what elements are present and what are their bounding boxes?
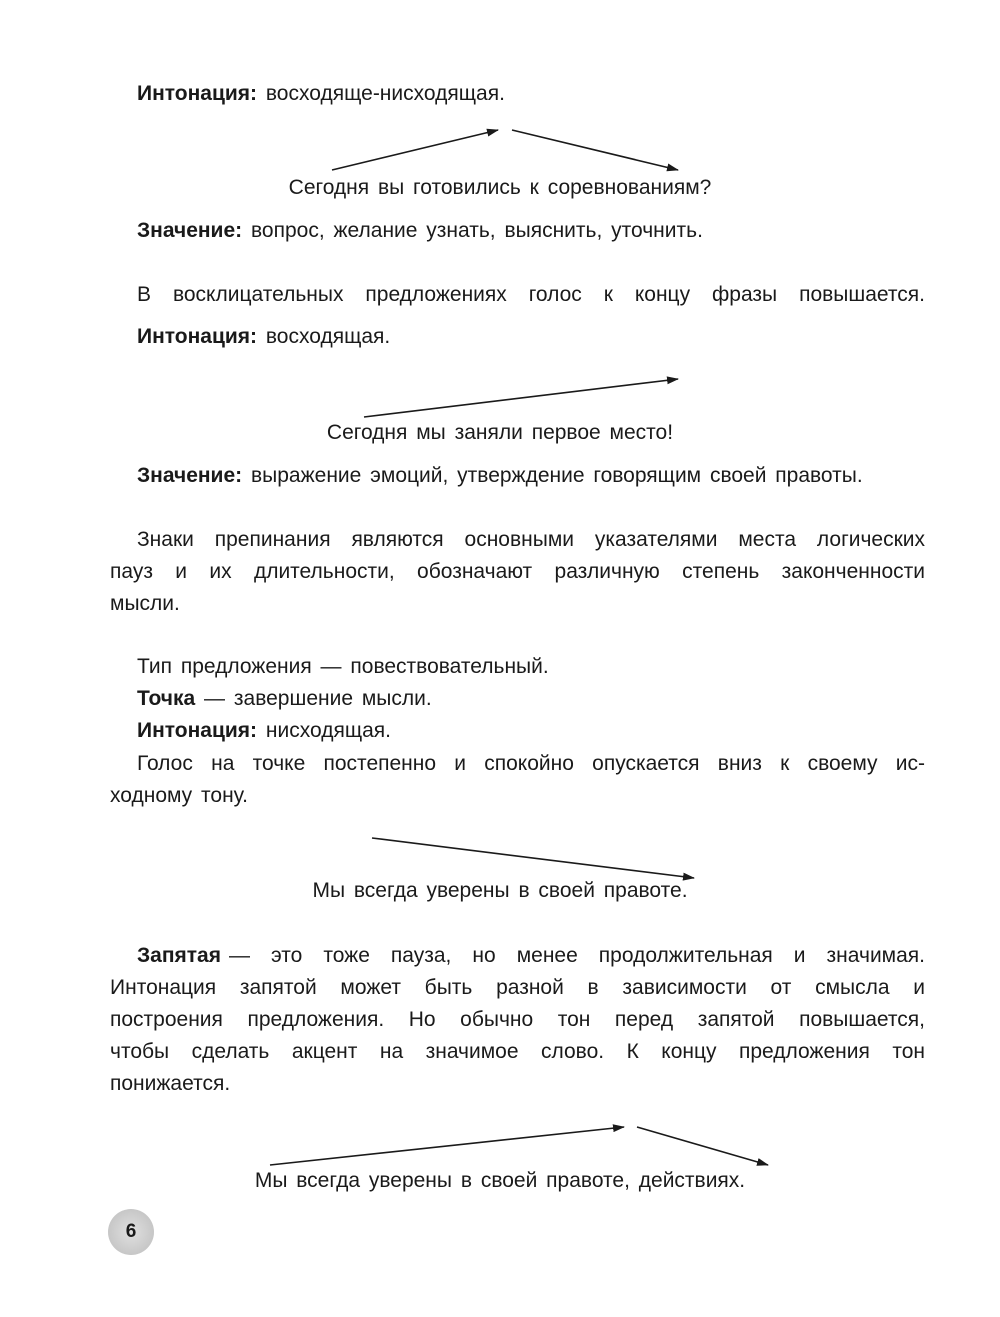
paragraph-line: пауз и их длительности, обозначают различную степень законченности xyxy=(110,560,925,583)
value: восходяще-нисходящая. xyxy=(265,82,505,105)
value: — завершение мысли. xyxy=(204,687,432,710)
value: — это тоже пауза, но менее продолжительная и значимая. xyxy=(229,944,925,967)
intonation-line xyxy=(137,81,505,107)
paragraph-line: понижается. xyxy=(110,1072,231,1095)
type-line: Тип предложения — повествовательный. xyxy=(137,655,549,678)
intonation-line xyxy=(137,718,391,744)
value: вопрос, желание узнать, выяснить, уточнить. xyxy=(250,219,703,242)
label: Интонация: xyxy=(137,325,258,348)
meaning-line xyxy=(137,463,863,489)
value: нисходящая. xyxy=(265,719,391,742)
example-sentence: Мы всегда уверены в своей правоте. xyxy=(312,879,688,902)
paragraph-line: построения предложения. Но обычно тон перед запятой повышается, xyxy=(110,1008,925,1031)
rising-arrow xyxy=(332,130,498,170)
value: восходящая. xyxy=(265,325,391,348)
paragraph-line: мысли. xyxy=(110,592,180,615)
meaning-line xyxy=(137,218,703,244)
paragraph-line: чтобы сделать акцент на значимое слово. К концу предложения тон xyxy=(110,1040,925,1063)
label: Значение: xyxy=(137,464,243,487)
label: Интонация: xyxy=(137,82,258,105)
paragraph-line: Знаки препинания являются основными указателями места логических xyxy=(137,528,925,551)
rising-arrow xyxy=(270,1127,624,1165)
example-sentence: Сегодня вы готовились к соревнованиям? xyxy=(288,176,712,199)
label: Точка xyxy=(137,687,196,710)
intro-text: В восклицательных предложениях голос к концу фразы повышается. xyxy=(137,283,925,306)
example-sentence: Мы всегда уверены в своей правоте, действиях. xyxy=(254,1169,746,1192)
dot-line xyxy=(137,686,432,712)
example-sentence: Сегодня мы заняли первое место! xyxy=(326,421,674,444)
paragraph-line: Голос на точке постепенно и спокойно опускается вниз к своему ис- xyxy=(137,752,925,775)
page-number: 6 xyxy=(108,1209,154,1255)
intonation-line xyxy=(137,324,390,350)
falling-arrow xyxy=(637,1127,768,1165)
falling-arrow xyxy=(512,130,678,170)
comma-line xyxy=(137,943,925,969)
label: Запятая xyxy=(137,944,221,967)
falling-arrow xyxy=(372,838,694,878)
label: Значение: xyxy=(137,219,243,242)
rising-arrow xyxy=(364,379,678,417)
paragraph-line: ходному тону. xyxy=(110,784,248,807)
label: Интонация: xyxy=(137,719,258,742)
paragraph-line: Интонация запятой может быть разной в зависимости от смысла и xyxy=(110,976,925,999)
value: выражение эмоций, утверждение говорящим своей правоты. xyxy=(250,464,863,487)
